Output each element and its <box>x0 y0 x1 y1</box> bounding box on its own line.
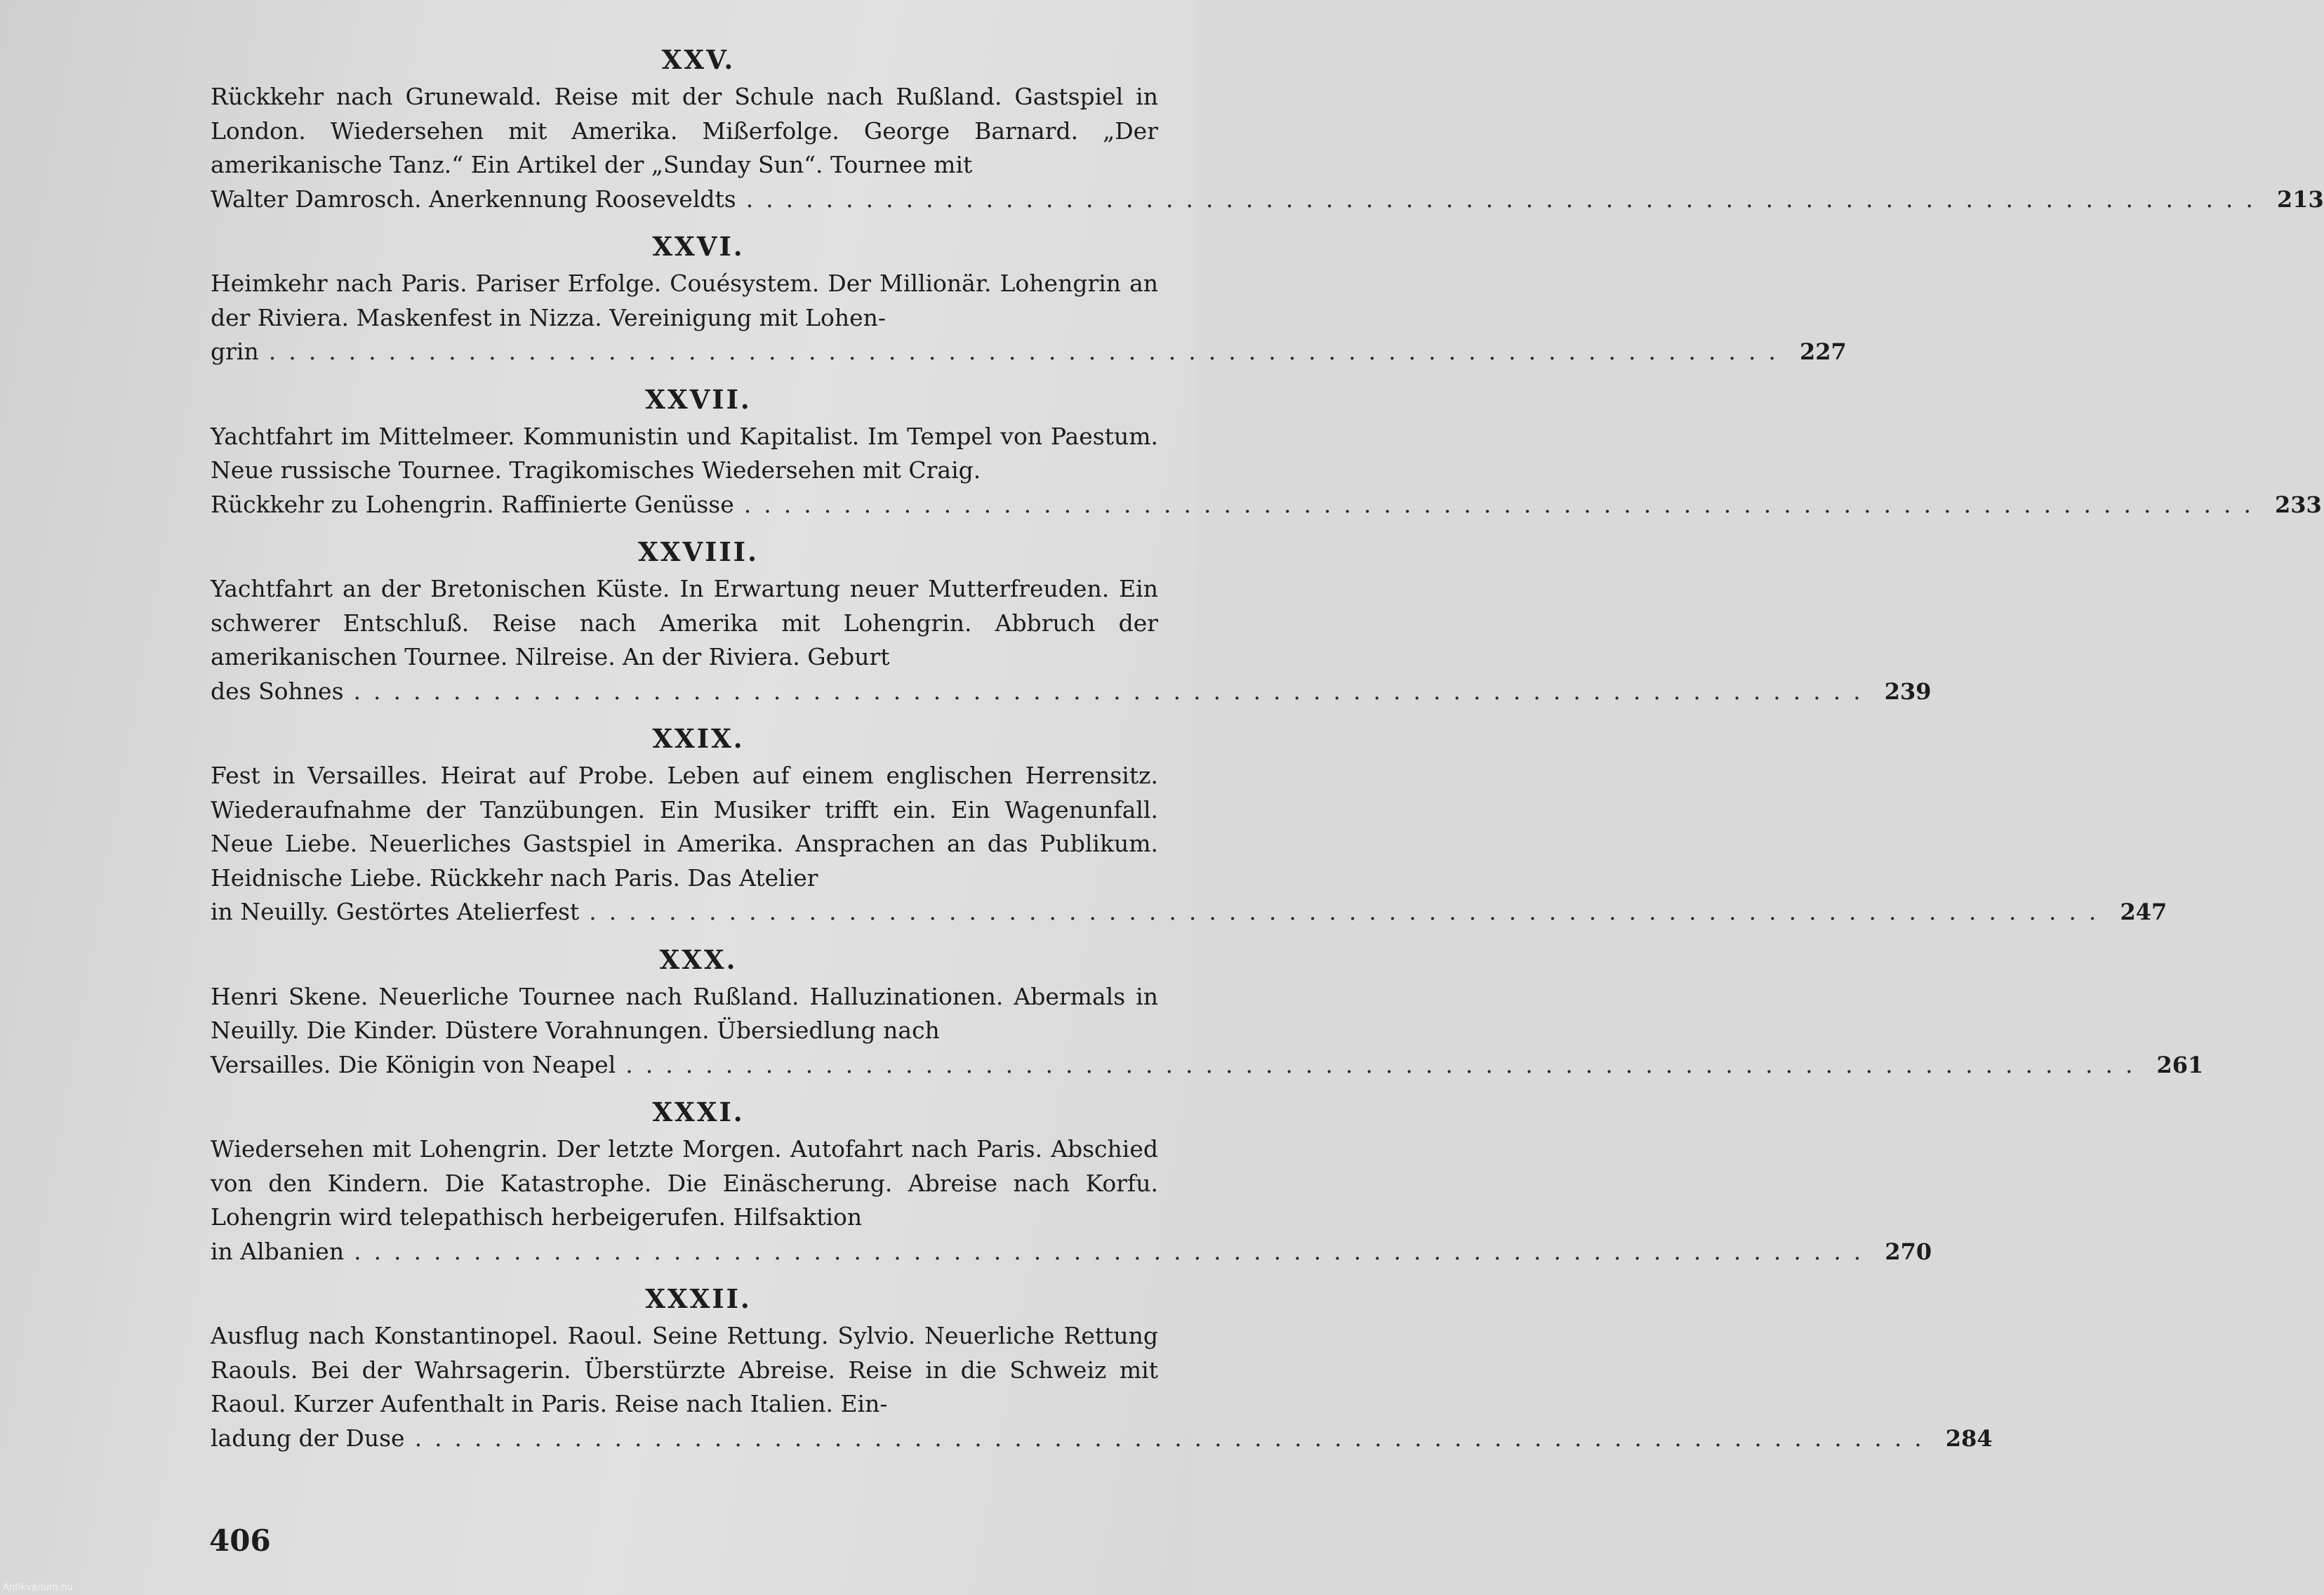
chapter-summary-end: Rückkehr zu Lohengrin. Raffinierte Genüsse <box>211 490 734 518</box>
page-number: 261 <box>2156 1051 2204 1078</box>
page-number: 233 <box>2274 491 2322 518</box>
dot-leader: ............................................................................ <box>625 1050 2146 1078</box>
chapter-summary-end: Walter Damrosch. Anerkennung Rooseveldts <box>211 185 736 213</box>
chapter-number: XXXII. <box>645 1283 752 1314</box>
dot-leader: ............................................................................ <box>354 1237 1874 1265</box>
table-of-contents <box>211 41 2324 1467</box>
chapter-summary-end: des Sohnes <box>211 677 344 705</box>
chapter-number: XXVIII. <box>638 536 759 567</box>
chapter-entry <box>211 227 1847 369</box>
chapter-summary <box>211 267 1847 369</box>
watermark: Antikvárium.hu <box>3 1582 73 1593</box>
chapter-summary-last-line <box>211 1235 1932 1269</box>
dot-leader: ............................................................................ <box>589 898 2109 925</box>
chapter-summary-body: Heimkehr nach Paris. Pariser Erfolge. Couésystem. Der Millionär. Lohengrin an der Riviera. Maskenfest in Nizza. Vereinigung mit Lohen- <box>211 270 1158 331</box>
chapter-summary-body: Fest in Versailles. Heirat auf Probe. Leben auf einem englischen Herrensitz. Wiederaufnahme der Tanzübungen. Ein Musiker trifft ein. Ein Wagenunfall. Neue Liebe. Neuerliches Gastspiel in Amerika. Ansprachen an das Publikum. Heidnische Liebe. Rückkehr nach Paris. Das Atelier <box>211 762 1158 892</box>
chapter-summary-body: Ausflug nach Konstantinopel. Raoul. Seine Rettung. Sylvio. Neuerliche Rettung Raouls. Bei der Wahrsagerin. Überstürzte Abreise. Reise in die Schweiz mit Raoul. Kurzer Aufenthalt in Paris. Reise nach Italien. Ein- <box>211 1322 1158 1417</box>
dot-leader: ............................................................................ <box>745 185 2266 213</box>
chapter-number: XXV. <box>661 44 736 75</box>
chapter-summary-end: Versailles. Die Königin von Neapel <box>211 1050 616 1078</box>
chapter-entry <box>211 1093 1932 1269</box>
chapter-summary-last-line <box>211 183 2324 217</box>
chapter-entry <box>211 41 2324 216</box>
page-folio-number: 406 <box>209 1523 271 1558</box>
chapter-summary-body: Henri Skene. Neuerliche Tournee nach Rußland. Halluzinationen. Abermals in Neuilly. Die Kinder. Düstere Vorahnungen. Übersiedlung nach <box>211 982 1158 1044</box>
chapter-entry <box>211 380 2322 522</box>
chapter-number: XXVI. <box>652 231 745 262</box>
chapter-number: XXXI. <box>652 1097 745 1127</box>
chapter-summary <box>211 1132 1932 1269</box>
page-number: 247 <box>2120 899 2167 925</box>
chapter-entry <box>211 1280 1993 1455</box>
chapter-summary-last-line <box>211 488 2322 522</box>
page-number: 227 <box>1799 338 1847 365</box>
dot-leader: ............................................................................ <box>743 490 2264 518</box>
chapter-number: XXX. <box>659 944 738 975</box>
chapter-summary <box>211 572 1932 708</box>
chapter-number: XXVII. <box>645 383 752 415</box>
chapter-entry <box>211 941 2204 1083</box>
page-number: 213 <box>2276 185 2324 213</box>
chapter-summary <box>211 759 2167 929</box>
chapter-summary-last-line <box>211 1048 2204 1083</box>
chapter-summary-last-line <box>211 895 2167 929</box>
chapter-entry <box>211 720 2167 929</box>
chapter-summary-body: Rückkehr nach Grunewald. Reise mit der Schule nach Rußland. Gastspiel in London. Wiedersehen mit Amerika. Mißerfolge. George Barnard. „Der amerikanische Tanz.“ Ein Artikel der „Sunday Sun“. Tournee mit <box>211 83 1158 178</box>
dot-leader: ............................................................................ <box>353 677 1873 705</box>
chapter-summary <box>211 80 2324 216</box>
chapter-number: XXIX. <box>652 723 745 754</box>
chapter-summary-last-line <box>211 1422 1993 1456</box>
chapter-summary-end: grin <box>211 338 259 365</box>
chapter-summary <box>211 980 2204 1083</box>
page-number: 270 <box>1885 1238 1932 1265</box>
page-number: 239 <box>1884 677 1932 705</box>
page-number: 284 <box>1945 1424 1993 1452</box>
chapter-summary-last-line <box>211 335 1847 369</box>
chapter-summary-body: Yachtfahrt im Mittelmeer. Kommunistin und Kapitalist. Im Tempel von Paestum. Neue russische Tournee. Tragikomisches Wiedersehen mit Craig. <box>211 422 1158 484</box>
chapter-summary-body: Wiedersehen mit Lohengrin. Der letzte Morgen. Autofahrt nach Paris. Abschied von den Kindern. Die Katastrophe. Die Einäscherung. Abreise nach Korfu. Lohengrin wird telepathisch herbeigerufen. Hilfsaktion <box>211 1135 1158 1231</box>
chapter-summary <box>211 1319 1993 1455</box>
chapter-summary-body: Yachtfahrt an der Bretonischen Küste. In Erwartung neuer Mutterfreuden. Ein schwerer Entschluß. Reise nach Amerika mit Lohengrin. Abbruch der amerikanischen Tournee. Nilreise. An der Riviera. Geburt <box>211 575 1158 670</box>
chapter-summary-end: in Albanien <box>211 1237 345 1265</box>
dot-leader: ............................................................................ <box>268 338 1788 365</box>
chapter-summary <box>211 420 2322 522</box>
chapter-summary-last-line <box>211 675 1932 709</box>
chapter-summary-end: in Neuilly. Gestörtes Atelierfest <box>211 898 580 925</box>
chapter-summary-end: ladung der Duse <box>211 1424 405 1452</box>
chapter-entry <box>211 533 1932 708</box>
dot-leader: ............................................................................ <box>414 1424 1934 1452</box>
